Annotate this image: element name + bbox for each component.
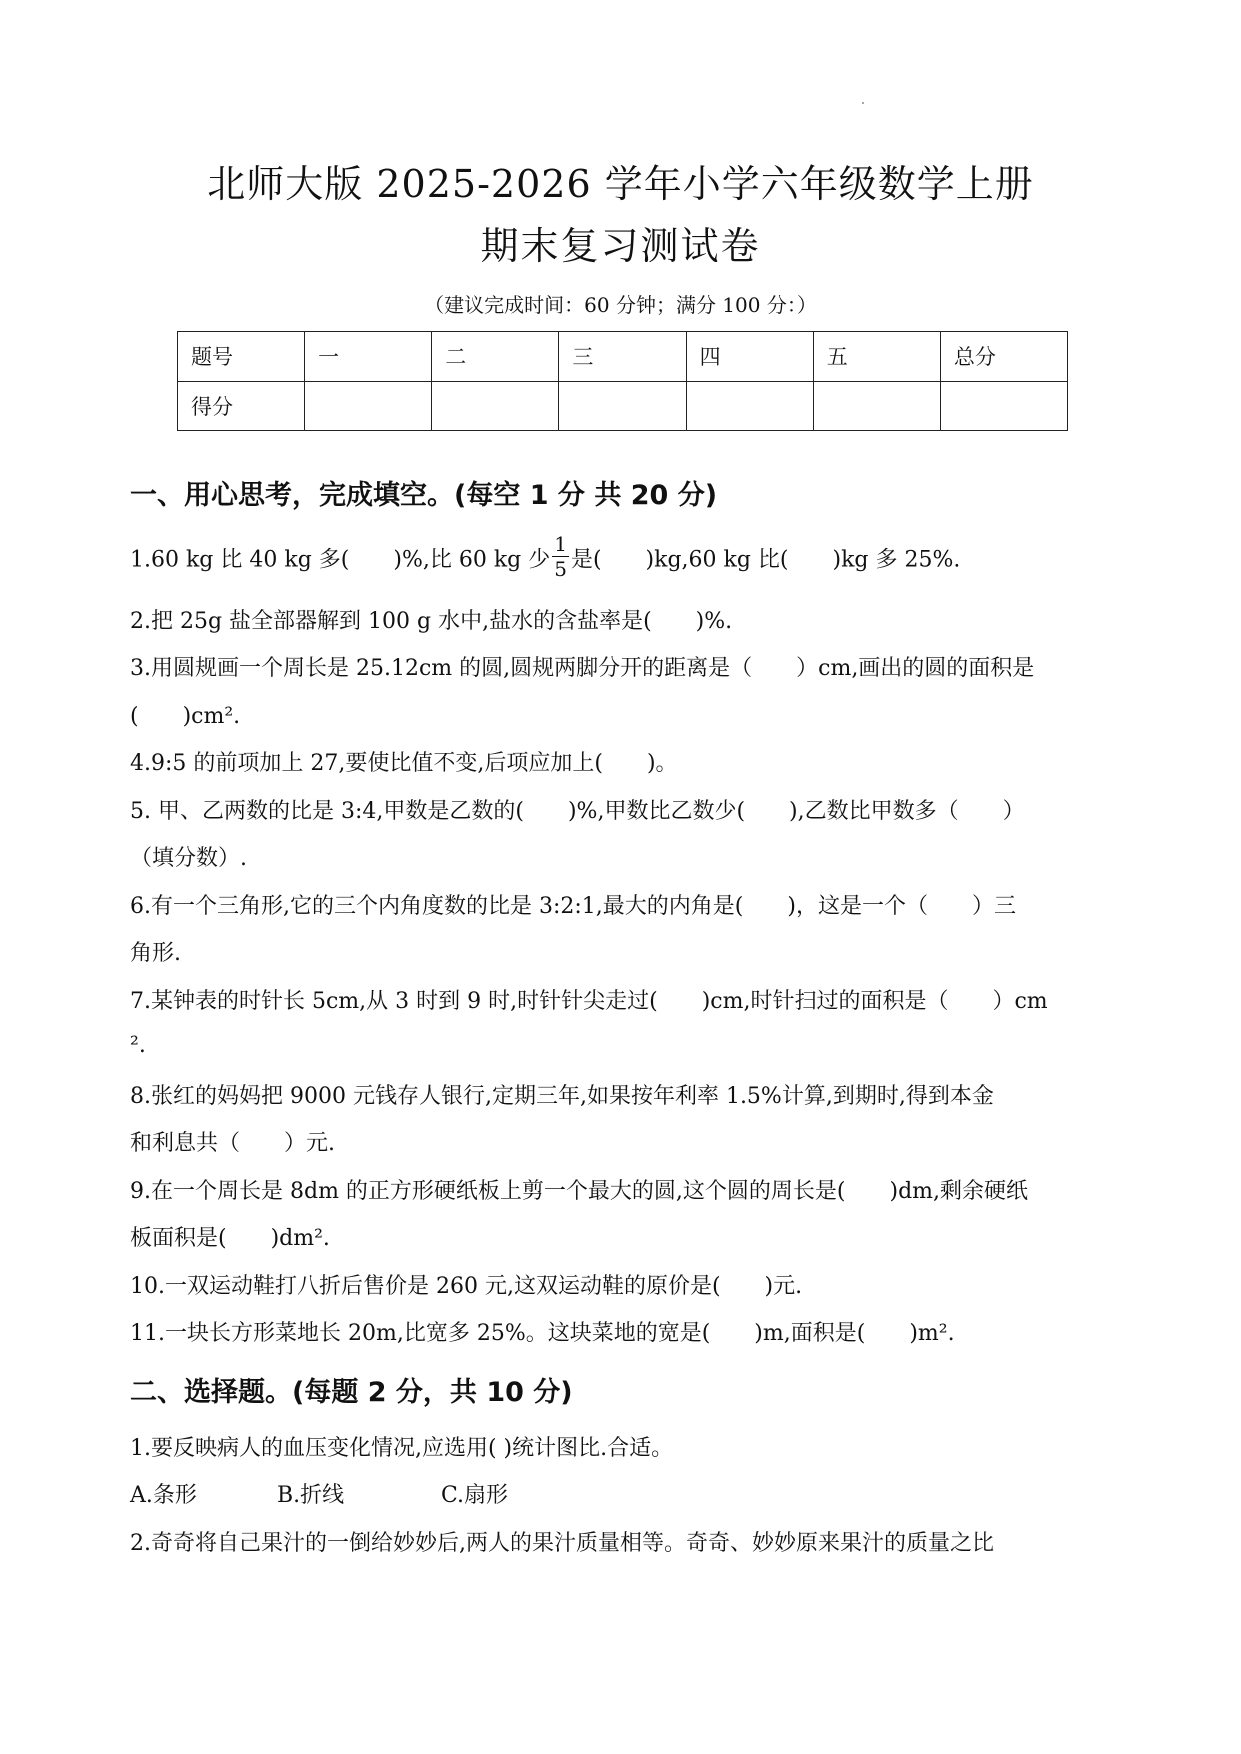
score-table-score-row (178, 381, 1068, 431)
question-5-line1: 5. 甲、乙两数的比是 3:4,甲数是乙数的( )%,甲数比乙数少( ),乙数比甲数多（ ） (130, 799, 1025, 824)
question-8-line1: 8.张红的妈妈把 9000 元钱存人银行,定期三年,如果按年利率 1.5%计算,到期时,得到本金 (130, 1084, 994, 1109)
score-cell: 一 (305, 332, 432, 382)
question-10: 10.一双运动鞋打八折后售价是 260 元,这双运动鞋的原价是( )元. (130, 1274, 803, 1299)
question-9-line2: 板面积是( )dm². (130, 1226, 330, 1251)
option-a: A.条形 (130, 1483, 197, 1508)
score-table-header-row (178, 332, 1068, 382)
choice-question-1-options (130, 1472, 1120, 1520)
fraction-one-fifth (552, 532, 569, 581)
question-6-line2: 角形. (130, 941, 181, 966)
choice-question-1: 1.要反映病人的血压变化情况,应选用( )统计图比.合适。 (130, 1436, 674, 1461)
question-1 (130, 532, 1120, 585)
question-5-line2: （填分数）. (130, 846, 247, 871)
score-cell (813, 381, 940, 431)
scan-dot (862, 102, 864, 104)
question-7-line2: ². (130, 1033, 146, 1058)
time-and-score-note: （建议完成时间：60 分钟；满分 100 分：） (424, 293, 817, 317)
score-cell: 题号 (178, 332, 305, 382)
score-cell: 得分 (178, 381, 305, 431)
score-cell: 三 (559, 332, 686, 382)
question-1-part2: 是( )kg,60 kg 比( )kg 多 25%. (570, 547, 961, 573)
score-cell: 二 (432, 332, 559, 382)
score-cell (559, 381, 686, 431)
exam-subtitle-title: 期末复习测试卷 (480, 224, 761, 268)
score-cell: 四 (686, 332, 813, 382)
question-1-part1: 1.60 kg 比 40 kg 多( )%,比 60 kg 少 (130, 547, 551, 573)
question-8-line2: 和利息共（ ）元. (130, 1131, 335, 1156)
fraction-numerator: 1 (554, 532, 567, 556)
fraction-denominator: 5 (554, 557, 567, 581)
exam-title: 北师大版 2025-2026 学年小学六年级数学上册 (207, 162, 1034, 206)
section2-heading: 二、选择题。(每题 2 分，共 10 分) (130, 1377, 573, 1408)
choice-question-2-line1: 2.奇奇将自己果汁的一倒给妙妙后,两人的果汁质量相等。奇奇、妙妙原来果汁的质量之比 (130, 1531, 994, 1556)
section1-heading: 一、用心思考，完成填空。(每空 1 分 共 20 分) (130, 480, 718, 511)
score-cell (305, 381, 432, 431)
question-2: 2.把 25g 盐全部器解到 100 g 水中,盐水的含盐率是( )%. (130, 609, 733, 634)
score-cell (686, 381, 813, 431)
score-cell (940, 381, 1067, 431)
score-cell: 五 (813, 332, 940, 382)
question-11: 11.一块长方形菜地长 20m,比宽多 25%。这块菜地的宽是( )m,面积是( )m². (130, 1321, 955, 1346)
option-c: C.扇形 (441, 1483, 509, 1508)
question-3-line2: ( )cm². (130, 704, 241, 729)
score-cell (432, 381, 559, 431)
option-b: B.折线 (277, 1483, 345, 1508)
question-4: 4.9:5 的前项加上 27,要使比值不变,后项应加上( )。 (130, 751, 678, 776)
question-6-line1: 6.有一个三角形,它的三个内角度数的比是 3:2:1,最大的内角是( )，这是一个（ ）三 (130, 894, 1016, 919)
score-table (177, 331, 1068, 431)
question-3-line1: 3.用圆规画一个周长是 25.12cm 的圆,圆规两脚分开的距离是（ ）cm,画出的圆的面积是 (130, 656, 1035, 681)
question-7-line1: 7.某钟表的时针长 5cm,从 3 时到 9 时,时针针尖走过( )cm,时针扫过的面积是（ ）cm (130, 989, 1048, 1014)
question-9-line1: 9.在一个周长是 8dm 的正方形硬纸板上剪一个最大的圆,这个圆的周长是( )dm,剩余硬纸 (130, 1179, 1029, 1204)
score-cell: 总分 (940, 332, 1067, 382)
